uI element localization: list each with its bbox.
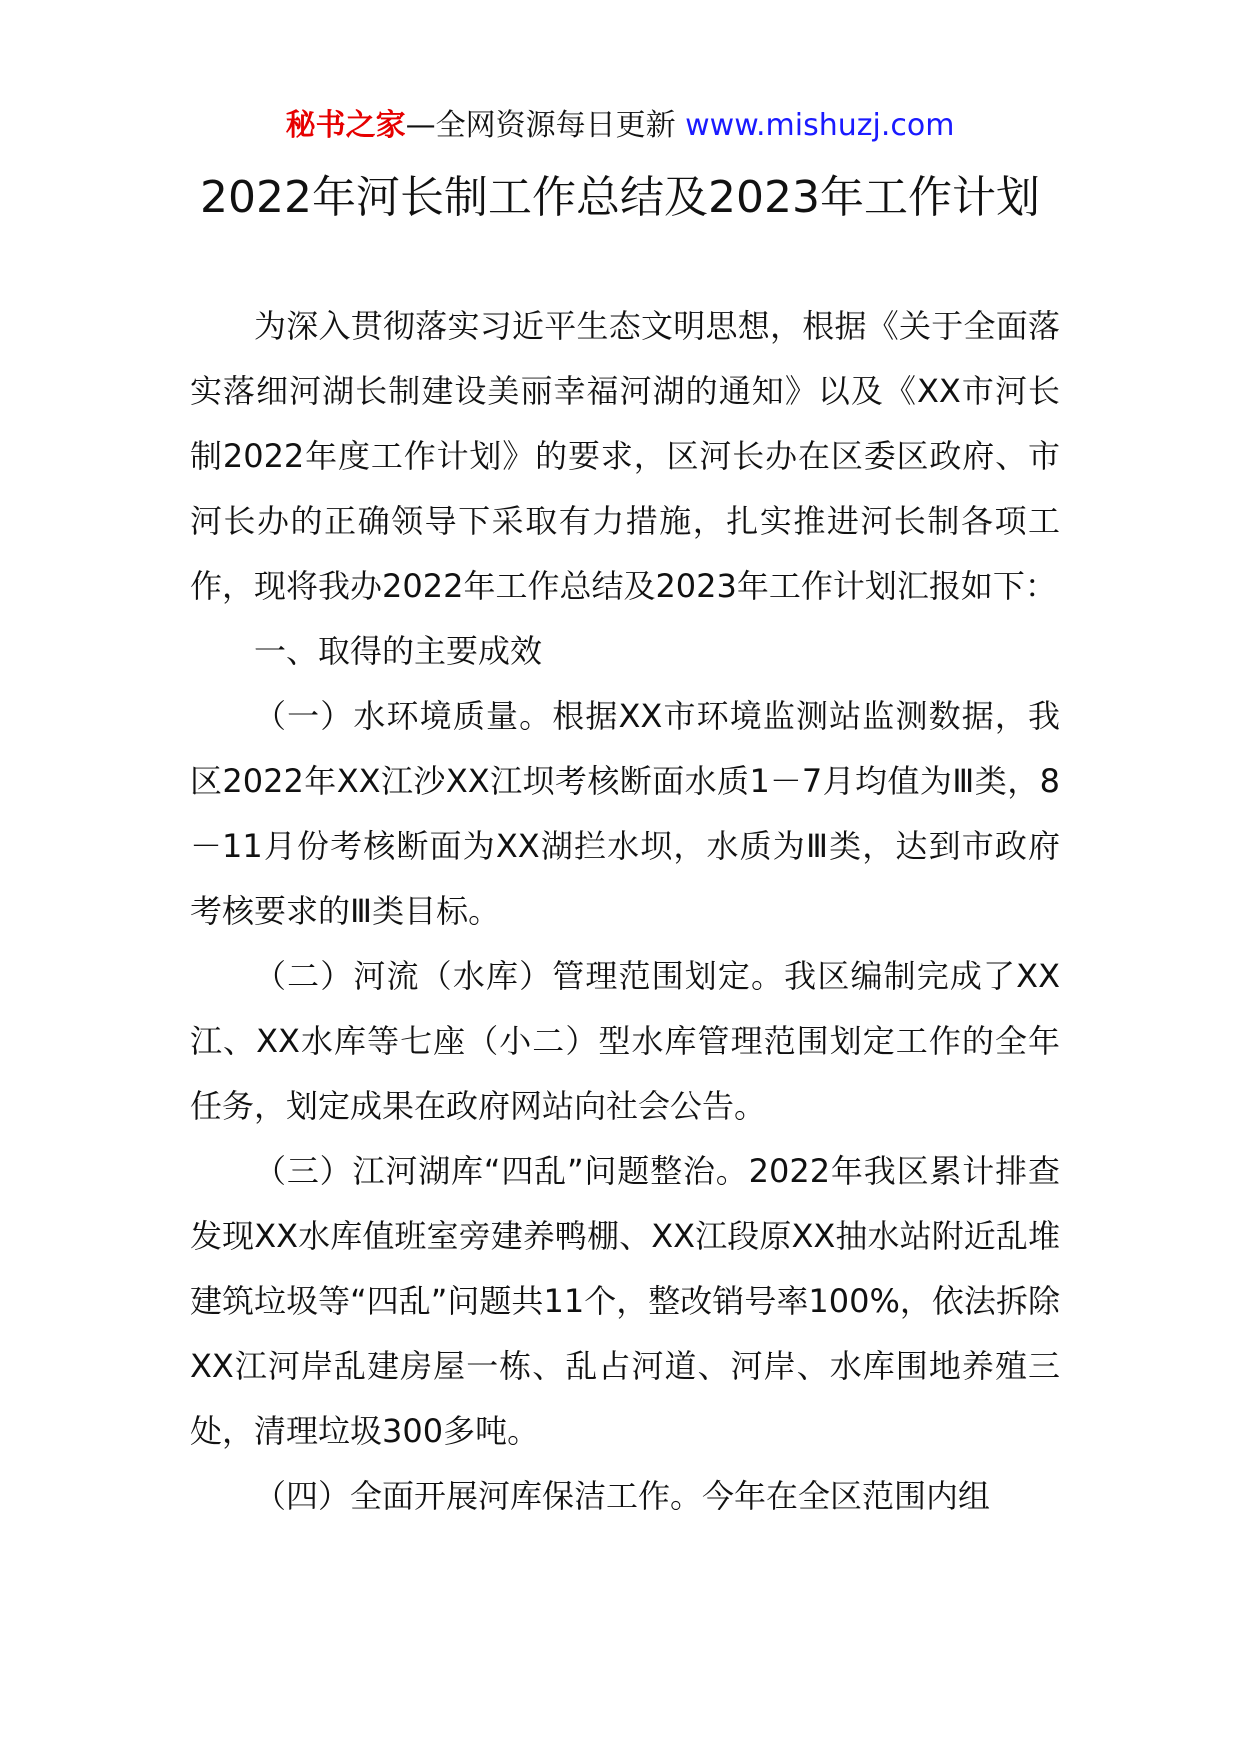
- document-body: [190, 294, 1060, 1529]
- body-paragraph: （三）江河湖库“四乱”问题整治。2022年我区累计排查发现XX水库值班室旁建养鸭棚、XX江段原XX抽水站附近乱堆建筑垃圾等“四乱”问题共11个，整改销号率100%，依法拆除XX江河岸乱建房屋一栋、乱占河道、河岸、水库围地养殖三处，清理垃圾300多吨。: [190, 1152, 1060, 1450]
- body-paragraph: （一）水环境质量。根据XX市环境监测站监测数据，我区2022年XX江沙XX江坝考核断面水质1－7月均值为Ⅲ类，8－11月份考核断面为XX湖拦水坝，水质为Ⅲ类，达到市政府考核要求的Ⅲ类目标。: [190, 697, 1060, 930]
- header-dash: —: [405, 108, 436, 143]
- site-header: [0, 104, 1240, 148]
- body-paragraph: （二）河流（水库）管理范围划定。我区编制完成了XX江、XX水库等七座（小二）型水库管理范围划定工作的全年任务，划定成果在政府网站向社会公告。: [190, 957, 1060, 1125]
- document-title: 2022年河长制工作总结及2023年工作计划: [200, 172, 1040, 223]
- intro-paragraph: 为深入贯彻落实习近平生态文明思想，根据《关于全面落实落细河湖长制建设美丽幸福河湖的通知》以及《XX市河长制2022年度工作计划》的要求，区河长办在区委区政府、市河长办的正确领导下采取有力措施，扎实推进河长制各项工作，现将我办2022年工作总结及2023年工作计划汇报如下：: [190, 307, 1060, 605]
- section-heading: 一、取得的主要成效: [254, 632, 543, 670]
- site-brand: 秘书之家: [285, 108, 406, 143]
- site-url-link[interactable]: www.mishuzj.com: [685, 108, 955, 143]
- site-tagline: 全网资源每日更新: [435, 108, 676, 143]
- body-paragraph: （四）全面开展河库保洁工作。今年在全区范围内组: [254, 1477, 991, 1515]
